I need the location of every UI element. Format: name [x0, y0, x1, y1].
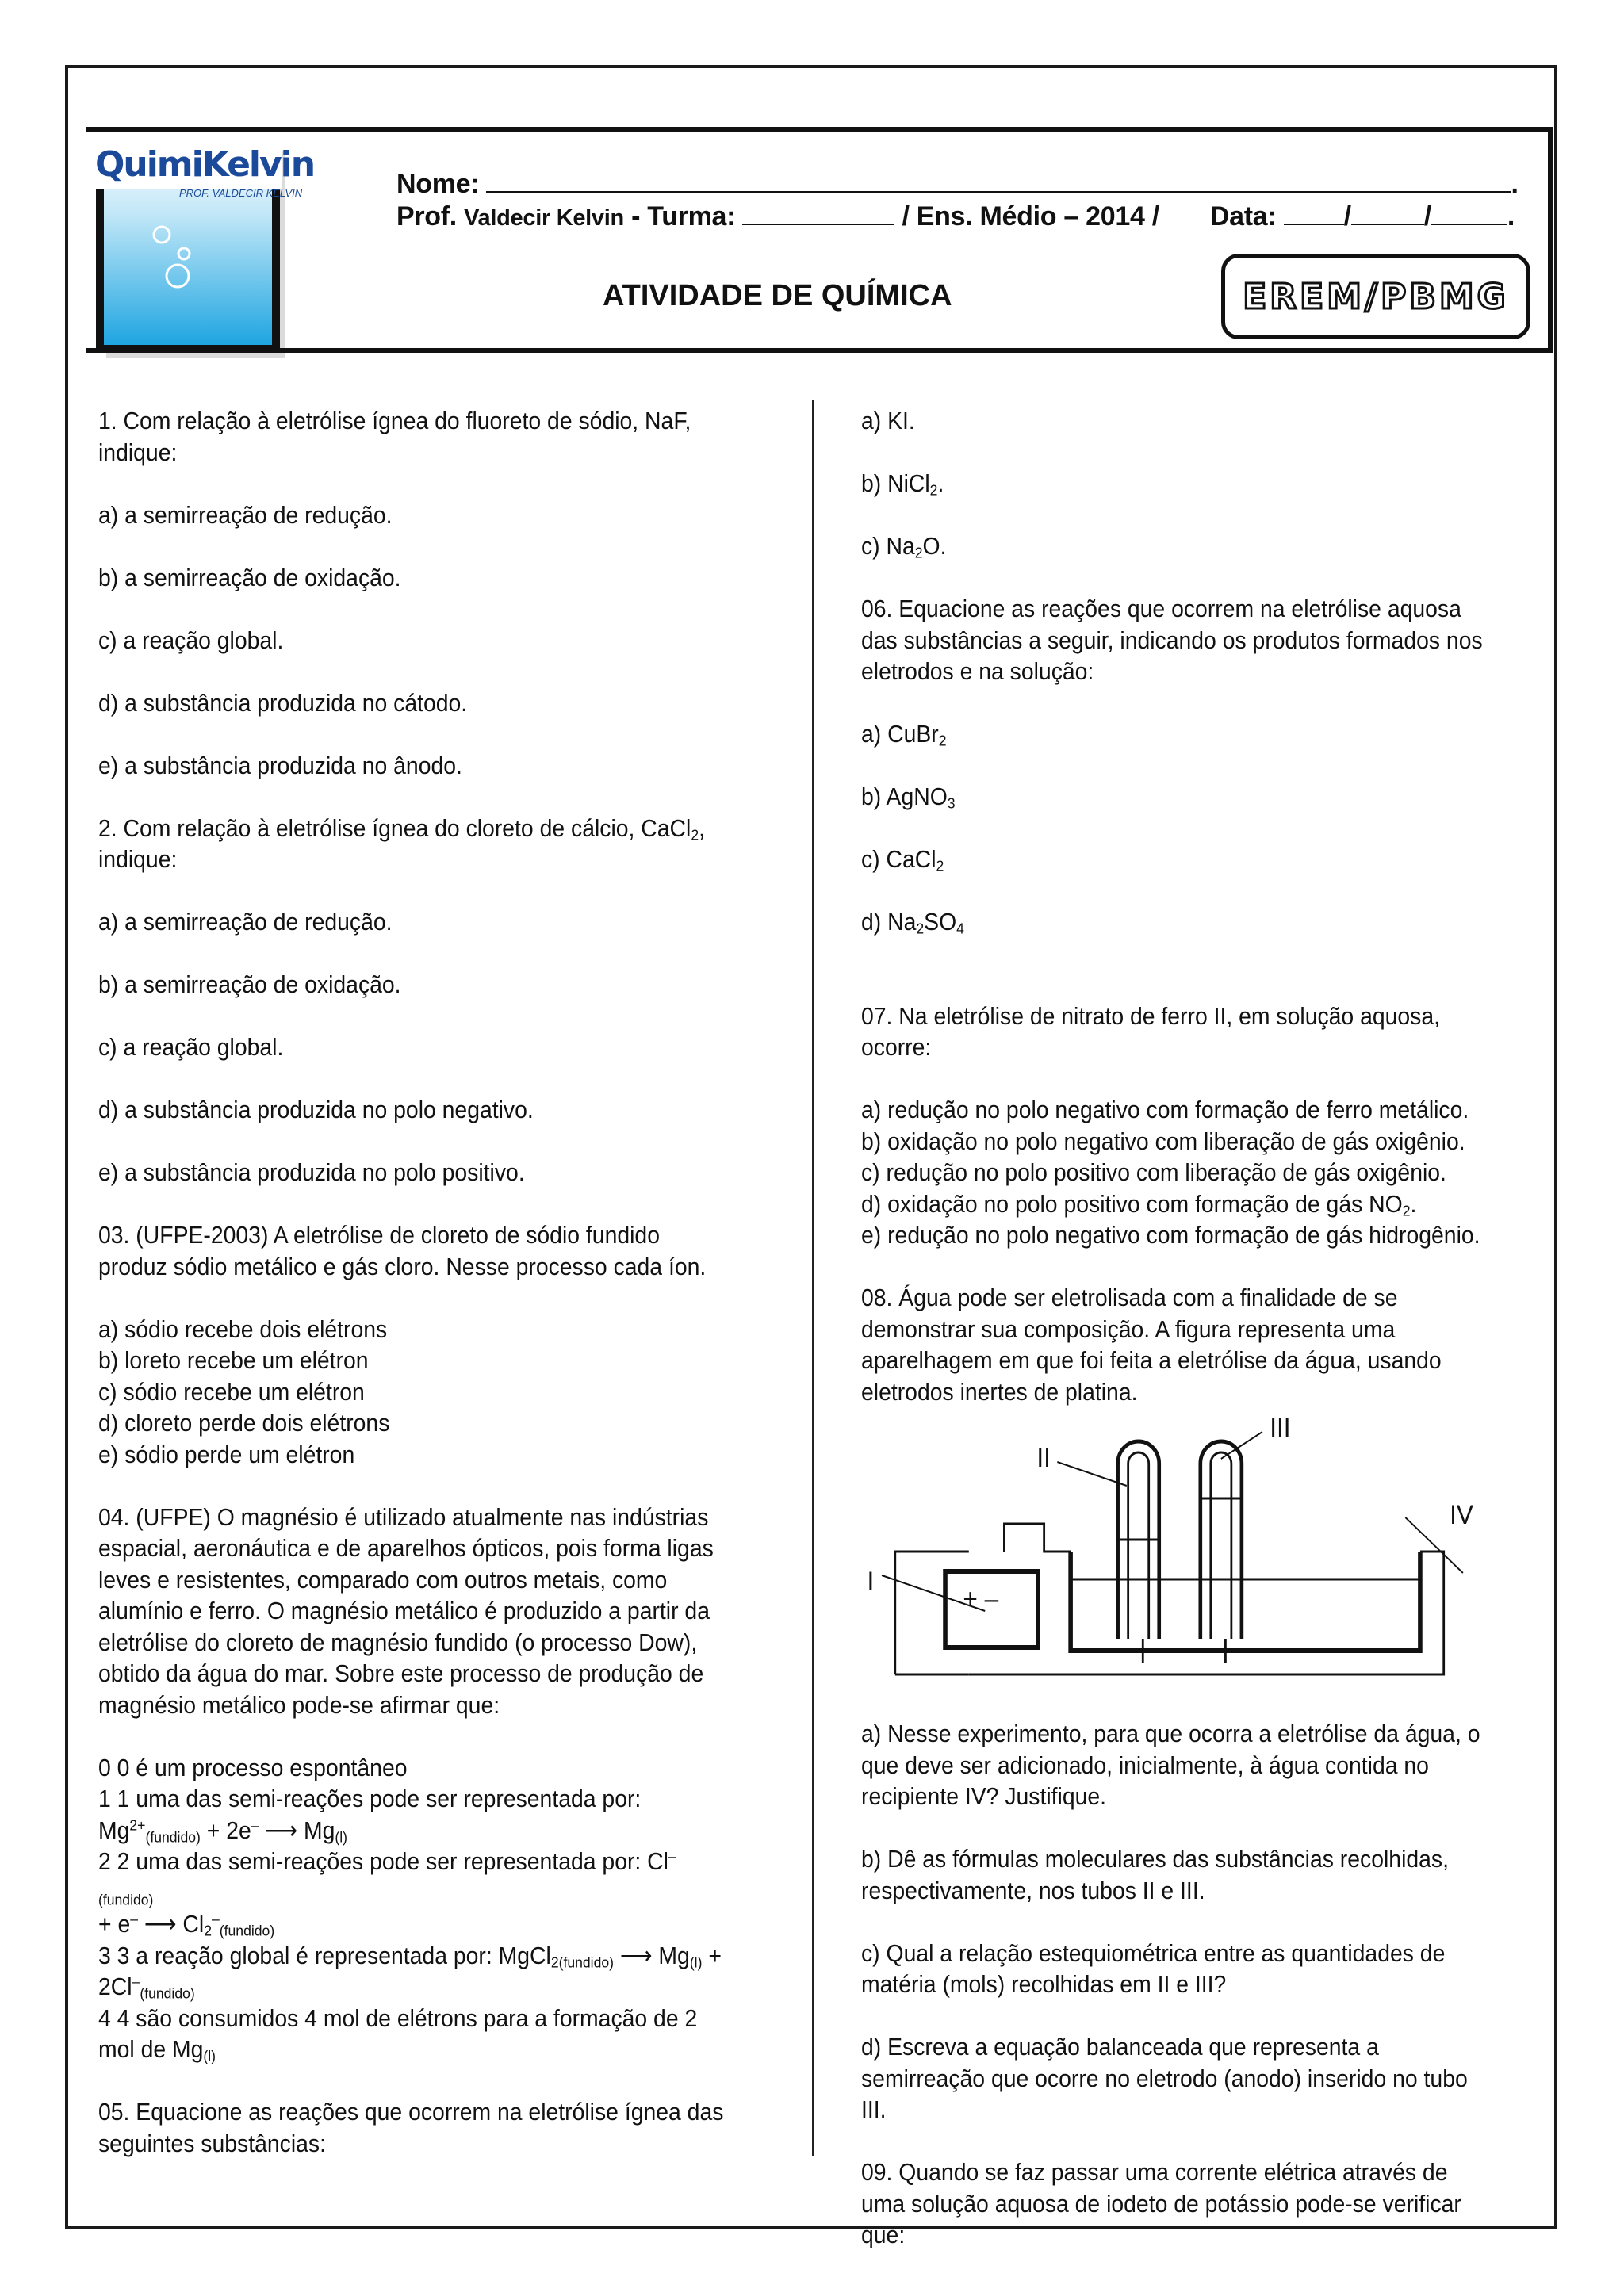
ens-label: / Ens. Médio – 2014 /	[902, 201, 1159, 232]
q8-c: c) Qual a relação estequiométrica entre as quantidades de matéria (mols) recolhidas em II e III?	[861, 1939, 1446, 1998]
q3-e: e) sódio perde um elétron	[98, 1441, 355, 1468]
electrolysis-figure	[860, 1413, 1494, 1698]
q1-b: b) a semirreação de oxidação.	[98, 564, 401, 591]
q1-c: c) a reação global.	[98, 626, 284, 654]
q9-stem: 09. Quando se faz passar uma corrente elétrica através de uma solução aquosa de iodeto de potássio pode-se verificar que:	[861, 2159, 1461, 2248]
school-badge	[1221, 254, 1530, 339]
q3-c: c) sódio recebe um elétron	[98, 1378, 365, 1406]
q2-c: c) a reação global.	[98, 1034, 284, 1061]
q6-a: a) CuBr$_2$	[861, 721, 947, 750]
q4-item-2: 2 2 uma das semi-reações pode ser representada por: $Cl^-_{(fundido)}$ + e– ⟶ $Cl_2^-_{(fundido)}$	[98, 1848, 676, 1940]
day-field[interactable]	[1284, 224, 1344, 225]
right-column	[861, 406, 1489, 2283]
q7-e: e) redução no polo negativo com formação de gás hidrogênio.	[861, 1222, 1480, 1249]
year-field[interactable]	[1431, 224, 1507, 225]
prof-name: Valdecir Kelvin	[464, 205, 624, 231]
q1-stem: 1. Com relação à eletrólise ígnea do fluoreto de sódio, NaF, indique:	[98, 408, 691, 466]
q3-d: d) cloreto perde dois elétrons	[98, 1410, 390, 1437]
label-iii: III	[1270, 1413, 1291, 1443]
name-line: Nome: .	[396, 169, 1519, 199]
q4-item-4: 4 4 são consumidos 4 mol de elétrons para a formação de 2 mol de $Mg_{(l)}$	[98, 2004, 698, 2065]
q7-b: b) oxidação no polo negativo com liberação de gás oxigênio.	[861, 1127, 1465, 1155]
q6-stem: 06. Equacione as reações que ocorrem na eletrólise aquosa das substâncias a seguir, indicando os produtos formados nos eletrodos e na solução:	[861, 595, 1483, 685]
q4-item-1: 1 1 uma das semi-reações pode ser representada por:	[98, 1785, 642, 1812]
q8-a: a) Nesse experimento, para que ocorra a eletrólise da água, o que deve ser adicionado, inicialmente, à água contida no recipiente IV? Justifique.	[861, 1720, 1480, 1810]
wire-top	[1004, 1524, 1071, 1552]
school-name: EREM/PBMG	[1243, 276, 1509, 317]
container-iv	[1071, 1552, 1420, 1651]
q1-e: e) a substância produzida no ânodo.	[98, 752, 462, 779]
q4-item-3: 3 3 a reação global é representada por: MgCl$_{2(fundido)}$ ⟶ $Mg_{(l)}$ + $2Cl^-_{(fundido)}$	[98, 1942, 722, 2003]
column-divider	[812, 400, 814, 2156]
q6-b: b) AgNO$_3$	[861, 783, 956, 813]
label-ii: II	[1036, 1441, 1051, 1473]
logo-text: QuimiKelvin	[95, 144, 315, 185]
q5-stem: 05. Equacione as reações que ocorrem na eletrólise ígnea das seguintes substâncias:	[98, 2099, 724, 2157]
q6-d: d) $Na_2SO_4$	[861, 909, 964, 938]
q7-stem: 07. Na eletrólise de nitrato de ferro II, em solução aquosa, ocorre:	[861, 1002, 1441, 1061]
q2-b: b) a semirreação de oxidação.	[98, 971, 401, 998]
q1-d: d) a substância produzida no cátodo.	[98, 689, 468, 717]
battery-signs: + –	[963, 1582, 999, 1614]
q5-c: c) $Na_2O$.	[861, 533, 947, 562]
q2-e: e) a substância produzida no polo positivo.	[98, 1159, 525, 1186]
q2-a: a) a semirreação de redução.	[98, 909, 393, 936]
tube-iii-inner	[1211, 1452, 1231, 1639]
q7-d: d) oxidação no polo positivo com formação de gás $NO_2$.	[861, 1190, 1417, 1220]
name-field[interactable]	[486, 191, 1511, 193]
q8-d: d) Escreva a equação balanceada que representa a semirreação que ocorre no eletrodo (anodo) inserido no tubo III.	[861, 2034, 1468, 2123]
q3-a: a) sódio recebe dois elétrons	[98, 1315, 388, 1343]
logo-subtext: PROF. VALDECIR KELVIN	[179, 187, 303, 199]
prof-line: Prof. Valdecir Kelvin - Turma: / Ens. Médio – 2014 / Data: / / .	[396, 201, 1515, 232]
name-label: Nome:	[396, 169, 480, 199]
left-column	[98, 406, 726, 2191]
tube-iii	[1201, 1441, 1242, 1639]
q7-a: a) redução no polo negativo com formação de ferro metálico.	[861, 1096, 1469, 1123]
page-title: ATIVIDADE DE QUÍMICA	[603, 279, 952, 312]
tube-ii-inner	[1128, 1452, 1149, 1639]
data-label: Data:	[1209, 201, 1277, 232]
q2-d: d) a substância produzida no polo negativo.	[98, 1096, 534, 1123]
turma-field[interactable]	[742, 224, 894, 225]
q3-b: b) loreto recebe um elétron	[98, 1347, 369, 1374]
q2-stem: 2. Com relação à eletrólise ígnea do cloreto de cálcio, CaCl$_2$, indique:	[98, 814, 706, 873]
label-i: I	[867, 1565, 875, 1597]
q6-c: c) CaCl$_2$	[861, 846, 944, 875]
label-iv: IV	[1450, 1498, 1474, 1530]
q1-a: a) a semirreação de redução.	[98, 501, 393, 529]
q4-item-1-formula: $Mg^{2+}_{(fundido)} + 2e^-$ ⟶ $Mg_{(l)}$	[98, 1816, 347, 1846]
q3-stem: 03. (UFPE-2003) A eletrólise de cloreto de sódio fundido produz sódio metálico e gás cloro. Nesse processo cada íon.	[98, 1222, 707, 1280]
q4-item-0: 0 0 é um processo espontâneo	[98, 1754, 408, 1781]
q5-b: b) NiCl$_2$.	[861, 470, 944, 499]
q7-c: c) redução no polo positivo com liberação de gás oxigênio.	[861, 1159, 1446, 1186]
month-field[interactable]	[1351, 224, 1424, 225]
q5-a: a) KI.	[861, 408, 915, 434]
q8-b: b) Dê as fórmulas moleculares das substâncias recolhidas, respectivamente, nos tubos II e III.	[861, 1846, 1449, 1904]
q4-stem: 04. (UFPE) O magnésio é utilizado atualmente nas indústrias espacial, aeronáutica e de aparelhos ópticos, pois forma ligas leves e resistentes, comparado com outros metais, como alumínio e ferro. O magnésio metálico é produzido a partir da eletrólise do cloreto de magnésio fundido (o processo Dow), obtido da água do mar. Sobre este processo de produção de magnésio metálico pode-se afirmar que:	[98, 1503, 714, 1719]
q8-stem: 08. Água pode ser eletrolisada com a finalidade de se demonstrar sua composição. A figura representa uma aparelhagem em que foi feita a eletrólise da água, usando eletrodos inertes de platina.	[861, 1284, 1442, 1406]
